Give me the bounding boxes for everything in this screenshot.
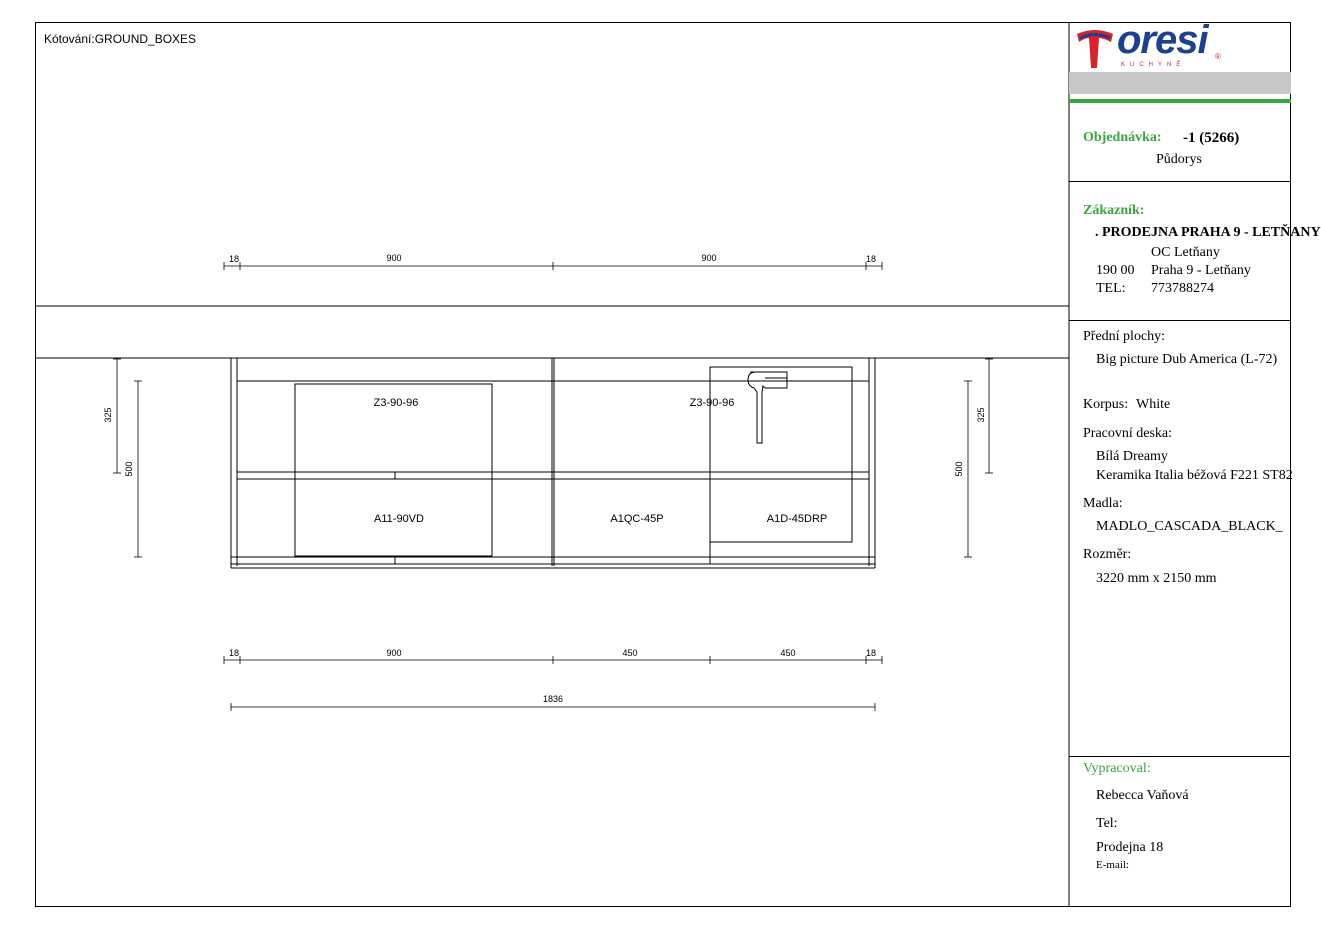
bottom-dim-450-right: 450 bbox=[780, 648, 796, 658]
cabinet-elevation bbox=[231, 358, 875, 568]
order-label: Objednávka: bbox=[1083, 130, 1162, 145]
header-gray-band bbox=[1069, 72, 1291, 94]
cabinet-label-lower-3: A1D-45DRP bbox=[766, 513, 828, 525]
total-dim-1836: 1836 bbox=[542, 694, 564, 704]
desk-value-2: Keramika Italia béžová F221 ST82 bbox=[1096, 468, 1293, 483]
customer-zip: 190 00 bbox=[1096, 263, 1135, 278]
header-green-band bbox=[1069, 99, 1291, 103]
total-dimension bbox=[231, 703, 875, 711]
front-value: Big picture Dub America (L-72) bbox=[1096, 352, 1278, 367]
order-type: Půdorys bbox=[1156, 152, 1202, 167]
handles-label: Madla: bbox=[1083, 496, 1123, 511]
left-dim-325: 325 bbox=[103, 407, 113, 423]
left-dimensions bbox=[113, 359, 142, 557]
size-value: 3220 mm x 2150 mm bbox=[1096, 571, 1217, 586]
customer-line1: OC Letňany bbox=[1151, 245, 1220, 260]
right-dim-500: 500 bbox=[954, 461, 964, 477]
size-label: Rozměr: bbox=[1083, 547, 1132, 562]
bottom-dim-18-right: 18 bbox=[865, 648, 877, 658]
author-name: Rebecca Vaňová bbox=[1096, 788, 1189, 803]
brand-reg: ® bbox=[1215, 52, 1221, 61]
author-email-label: E-mail: bbox=[1096, 859, 1129, 871]
brand-name: oresi bbox=[1117, 18, 1208, 62]
divider bbox=[1069, 181, 1291, 182]
right-dimensions bbox=[964, 359, 993, 557]
right-dim-325: 325 bbox=[976, 407, 986, 423]
handles-value: MADLO_CASCADA_BLACK_ bbox=[1096, 519, 1283, 534]
divider bbox=[1069, 320, 1291, 321]
bottom-dim-900: 900 bbox=[386, 648, 402, 658]
order-value: -1 (5266) bbox=[1183, 130, 1240, 146]
cabinet-label-upper-left: Z3-90-96 bbox=[373, 397, 419, 409]
dimension-layer-label: Kótování:GROUND_BOXES bbox=[44, 32, 197, 46]
cabinet-label-lower-1: A11-90VD bbox=[374, 513, 424, 525]
customer-tel: 773788274 bbox=[1151, 281, 1214, 296]
desk-label: Pracovní deska: bbox=[1083, 426, 1173, 441]
top-dim-900-right: 900 bbox=[701, 253, 717, 263]
customer-label: Zákazník: bbox=[1083, 203, 1145, 218]
cabinet-label-lower-2: A1QC-45P bbox=[610, 513, 664, 525]
author-label: Vypracoval: bbox=[1083, 761, 1151, 776]
korpus-label: Korpus: bbox=[1083, 397, 1129, 412]
top-dim-900-left: 900 bbox=[386, 253, 402, 263]
left-dim-500: 500 bbox=[124, 461, 134, 477]
divider bbox=[1069, 756, 1291, 757]
customer-city: Praha 9 - Letňany bbox=[1151, 263, 1251, 278]
top-dim-18-left: 18 bbox=[228, 254, 240, 264]
desk-value-1: Bílá Dreamy bbox=[1096, 449, 1168, 464]
cabinet-label-upper-right: Z3-90-96 bbox=[689, 397, 735, 409]
top-dimension bbox=[224, 262, 882, 270]
top-dim-18-right: 18 bbox=[865, 254, 877, 264]
bottom-dim-18-left: 18 bbox=[228, 648, 240, 658]
korpus-value: White bbox=[1136, 397, 1171, 412]
customer-name: . PRODEJNA PRAHA 9 - LETŇANY bbox=[1095, 225, 1321, 240]
front-label: Přední plochy: bbox=[1083, 329, 1166, 344]
author-tel-label: Tel: bbox=[1096, 816, 1118, 831]
brand-sub: KUCHYNĚ bbox=[1121, 62, 1186, 68]
title-block bbox=[1069, 18, 1321, 907]
oresi-logo bbox=[1075, 18, 1225, 72]
author-store: Prodejna 18 bbox=[1096, 840, 1164, 855]
bottom-dim-450-left: 450 bbox=[622, 648, 638, 658]
oresi-mark-icon bbox=[1075, 28, 1115, 72]
customer-tel-label: TEL: bbox=[1096, 281, 1126, 296]
